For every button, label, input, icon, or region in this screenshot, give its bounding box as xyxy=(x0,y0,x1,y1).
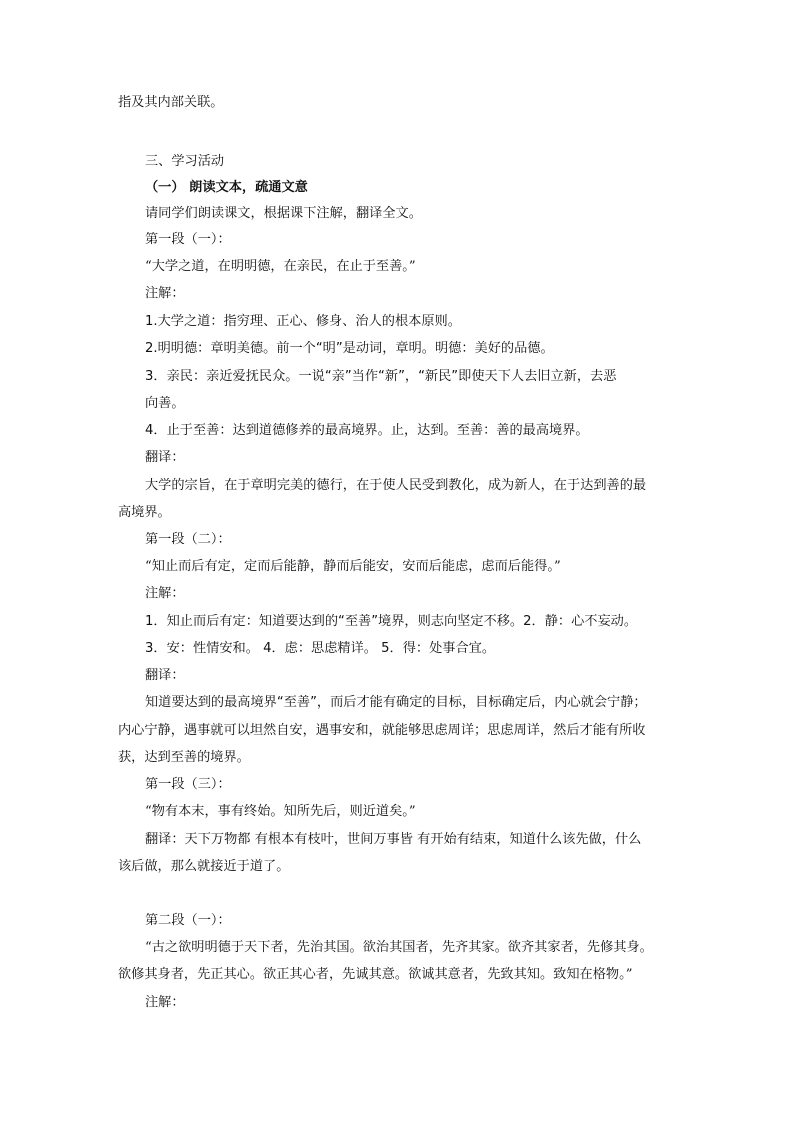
annotation-label: 注解： xyxy=(145,586,185,601)
subsection-heading: （一） 朗读文本，疏通文意 xyxy=(145,180,308,195)
quoted-passage: “物有本末，事有终始。知所先后，则近道矣。” xyxy=(145,804,416,819)
translation-text: 内心宁静，遇事就可以坦然自安，遇事安和，就能够思虑周详；思虑周详，然后才能有所收 xyxy=(118,723,646,738)
translation-text: 高境界。 xyxy=(118,505,171,520)
text-line: 请同学们朗读课文，根据课下注解，翻译全文。 xyxy=(145,206,422,221)
quoted-passage: “古之欲明明德于天下者，先治其国。欲治其国者，先齐其家。欲齐其家者，先修其身。 xyxy=(145,940,653,955)
quoted-passage: “知止而后有定，定而后能静，静而后能安，安而后能虑，虑而后能得。” xyxy=(145,559,561,574)
quoted-passage: “大学之道，在明明德，在亲民，在止于至善。” xyxy=(145,259,416,274)
translation-label: 翻译： xyxy=(145,450,185,465)
annotation-label: 注解： xyxy=(145,995,185,1010)
translation-text: 大学的宗旨，在于章明完美的德行，在于使人民受到教化，成为新人，在于达到善的最 xyxy=(145,478,647,493)
paragraph-label: 第二段（一）： xyxy=(145,913,231,928)
annotation-item: 3．安：性情安和。 4．虑：思虑精详。 5．得：处事合宜。 xyxy=(145,641,496,656)
annotation-item: 2.明明德：章明美德。前一个“明”是动词，章明。明德：美好的品德。 xyxy=(145,341,554,356)
paragraph-label: 第一段（三）： xyxy=(145,777,231,792)
annotation-item: 向善。 xyxy=(145,396,185,411)
annotation-item: 1．知止而后有定：知道要达到的“至善”境界，则志向坚定不移。2．静：心不妄动。 xyxy=(145,614,638,629)
quoted-passage: 欲修其身者，先正其心。欲正其心者，先诚其意。欲诚其意者，先致其知。致知在格物。” xyxy=(118,967,633,982)
paragraph-label: 第一段（一）： xyxy=(145,232,231,247)
text-line: 指及其内部关联。 xyxy=(118,95,224,110)
section-heading: 三、学习活动 xyxy=(145,154,225,169)
annotation-item: 1.大学之道：指穷理、正心、修身、治人的根本原则。 xyxy=(145,314,461,329)
annotation-item: 3．亲民：亲近爱抚民众。一说“亲”当作“新”，“新民”即使天下人去旧立新，去恶 xyxy=(145,369,617,384)
translation-text: 翻译：天下万物都 有根本有枝叶，世间万事皆 有开始有结束，知道什么该先做，什么 xyxy=(145,832,642,847)
translation-text: 获，达到至善的境界。 xyxy=(118,750,250,765)
translation-text: 知道要达到的最高境界“至善”，而后才能有确定的目标，目标确定后，内心就会宁静； xyxy=(145,695,647,710)
translation-label: 翻译： xyxy=(145,668,185,683)
translation-text: 该后做，那么就接近于道了。 xyxy=(118,859,290,874)
annotation-label: 注解： xyxy=(145,286,185,301)
annotation-item: 4．止于至善：达到道德修养的最高境界。止，达到。至善：善的最高境界。 xyxy=(145,423,589,438)
paragraph-label: 第一段（二）： xyxy=(145,532,231,547)
